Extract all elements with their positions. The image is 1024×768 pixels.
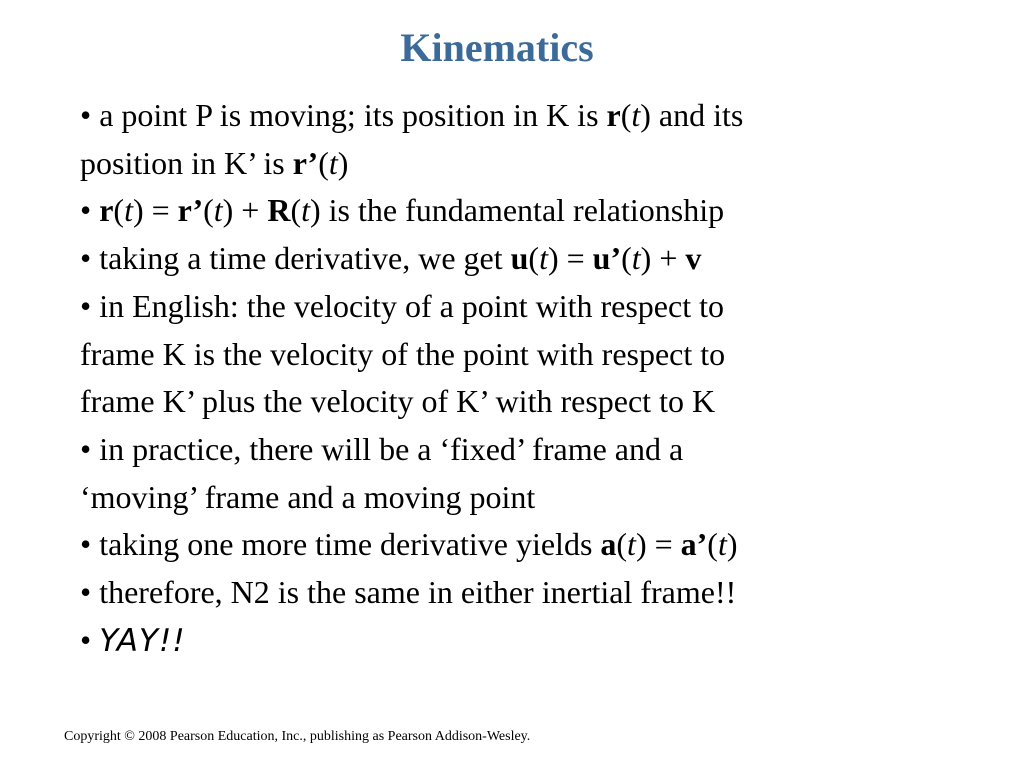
bullet-practice-line-2: ‘moving’ frame and a moving point xyxy=(80,478,536,515)
slide-title: Kinematics xyxy=(400,25,594,70)
bullet-point-position-line-1: • a point P is moving; its position in K is r(t) and its xyxy=(80,97,744,133)
bullet-yay: • YAY!! xyxy=(80,621,186,659)
slide-body xyxy=(80,92,960,665)
bullet-english-line-3: frame K’ plus the velocity of K’ with respect to K xyxy=(80,383,716,420)
bullet-acceleration: • taking one more time derivative yields a(t) = a’(t) xyxy=(80,526,738,563)
bullet-practice-line-1: • in practice, there will be a ‘fixed’ frame and a xyxy=(80,430,684,467)
bullet-english-line-2: frame K is the velocity of the point with respect to xyxy=(80,335,726,372)
yay-text: YAY!! xyxy=(99,622,186,659)
copyright-footer: Copyright © 2008 Pearson Education, Inc., publishing as Pearson Addison-Wesley. xyxy=(64,729,531,744)
bullet-point-position-line-2: position in K’ is r’(t) xyxy=(80,144,349,181)
bullet-velocity-derivative: • taking a time derivative, we get u(t) = u’(t) + v xyxy=(80,240,702,277)
bullet-n2-conclusion: • therefore, N2 is the same in either inertial frame!! xyxy=(80,574,737,611)
bullet-english-line-1: • in English: the velocity of a point with respect to xyxy=(80,287,724,324)
bullet-fundamental-relationship: • r(t) = r’(t) + R(t) is the fundamental relationship xyxy=(80,192,725,229)
